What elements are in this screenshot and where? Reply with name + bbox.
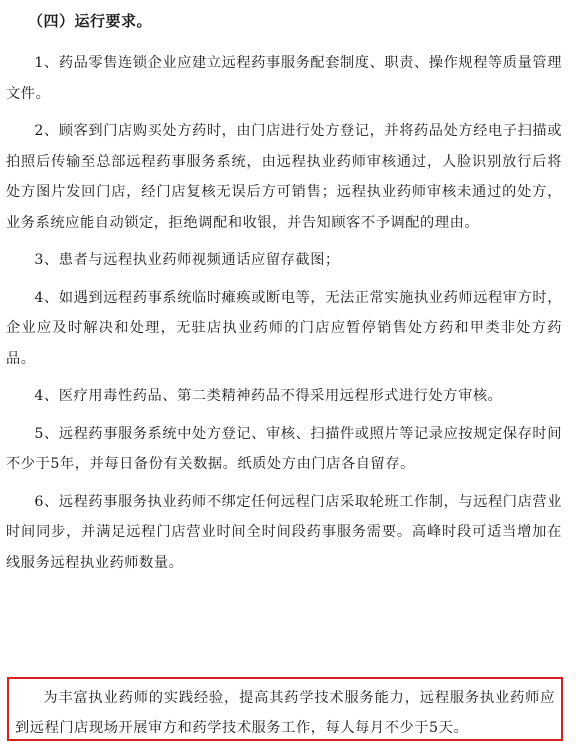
highlighted-paragraph-box [7,677,563,741]
paragraph-3: 3、患者与远程执业药师视频通话应留存截图； [34,252,340,268]
section-heading: （四）运行要求。 [28,12,153,30]
paragraph-5: 4、医疗用毒性药品、第二类精神药品不得采用远程形式进行处方审核。 [34,388,503,404]
highlighted-paragraph: 为丰富执业药师的实践经验，提高其药学技术服务能力，远程服务执业药师应到远程门店现场开展审方和药学技术服务工作，每人每月不少于5天。 [15,690,555,736]
paragraph-2: 2、顾客到门店购买处方药时，由门店进行处方登记，并将药品处方经电子扫描或拍照后传输至总部远程药事服务系统，由远程执业药师审核通过，人脸识别放行后将处方图片发回门店，经门店复核无误后方可销售；远程执业药师审核未通过的处方，业务系统应能自动锁定，拒绝调配和收银，并告知顾客不予调配的理由。 [6,123,562,231]
paragraph-7: 6、远程药事服务执业药师不绑定任何远程门店采取轮班工作制，与远程门店营业时间同步，并满足远程门店营业时间全时间段药事服务需要。高峰时段可适当增加在线服务远程执业药师数量。 [6,493,562,571]
paragraph-4: 4、如遇到远程药事系统临时瘫痪或断电等，无法正常实施执业药师远程审方时，企业应及时解决和处理，无驻店执业药师的门店应暂停销售处方药和甲类非处方药品。 [6,289,562,367]
paragraph-1: 1、药品零售连锁企业应建立远程药事服务配套制度、职责、操作规程等质量管理文件。 [6,55,562,102]
paragraph-6: 5、远程药事服务系统中处方登记、审核、扫描件或照片等记录应按规定保存时间不少于5年，并每日备份有关数据。纸质处方由门店各自留存。 [6,425,562,472]
